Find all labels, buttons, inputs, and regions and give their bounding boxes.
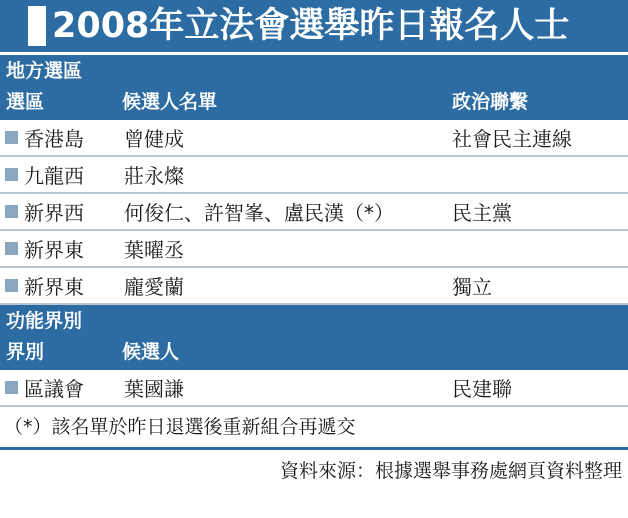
candidates-label: 龐愛蘭 [124, 275, 184, 299]
square-bullet-icon [5, 168, 18, 181]
row-constituency-cell [0, 123, 122, 152]
square-bullet-icon [5, 205, 18, 218]
affiliation-label: 民建聯 [452, 377, 512, 401]
title-marker [28, 6, 46, 46]
header-candidates: 候選人名單 [122, 91, 218, 113]
header-candidate: 候選人 [122, 341, 180, 363]
constituency-label: 新界東 [24, 275, 84, 299]
candidates-label: 何俊仁、許智峯、盧民漢（*） [124, 201, 394, 225]
table-row [0, 194, 628, 231]
constituency-label: 區議會 [24, 377, 84, 401]
candidates-label: 曾健成 [124, 127, 184, 151]
constituency-label: 新界西 [24, 201, 84, 225]
constituency-label: 香港島 [24, 127, 84, 151]
affiliation-label: 民主黨 [452, 201, 512, 225]
row-constituency-cell [0, 234, 122, 263]
table-row [0, 231, 628, 268]
square-bullet-icon [5, 381, 18, 394]
affiliation-label: 獨立 [452, 275, 492, 299]
table-row [0, 157, 628, 194]
square-bullet-icon [5, 279, 18, 292]
affiliation-label: 社會民主連線 [452, 127, 572, 151]
column-headers-geographical [0, 88, 628, 120]
header-affiliation: 政治聯繫 [452, 91, 529, 113]
row-constituency-cell [0, 160, 122, 189]
row-constituency-cell [0, 197, 122, 226]
header-sector: 界別 [6, 341, 45, 363]
section-band-geographical: 地方選區 [0, 55, 628, 88]
constituency-label: 九龍西 [24, 164, 84, 188]
row-constituency-cell [0, 271, 122, 300]
candidates-label: 葉曜丞 [124, 238, 184, 262]
table-row [0, 268, 628, 305]
candidates-label: 莊永燦 [124, 164, 184, 188]
header-affiliation-functional [452, 339, 628, 366]
title-bar [0, 0, 628, 55]
section-band-functional: 功能界別 [0, 305, 628, 338]
square-bullet-icon [5, 131, 18, 144]
table-row [0, 120, 628, 157]
header-constituency: 選區 [6, 91, 45, 113]
constituency-label: 新界東 [24, 238, 84, 262]
column-headers-functional [0, 338, 628, 370]
footnote: （*）該名單於昨日退選後重新組合再遞交 [0, 407, 628, 450]
candidates-label: 葉國謙 [124, 377, 184, 401]
table-row [0, 370, 628, 407]
page-title: 2008年立法會選舉昨日報名人士 [52, 6, 570, 46]
row-constituency-cell [0, 373, 122, 402]
source-line: 資料來源：根據選舉事務處網頁資料整理 [279, 460, 622, 482]
square-bullet-icon [5, 242, 18, 255]
